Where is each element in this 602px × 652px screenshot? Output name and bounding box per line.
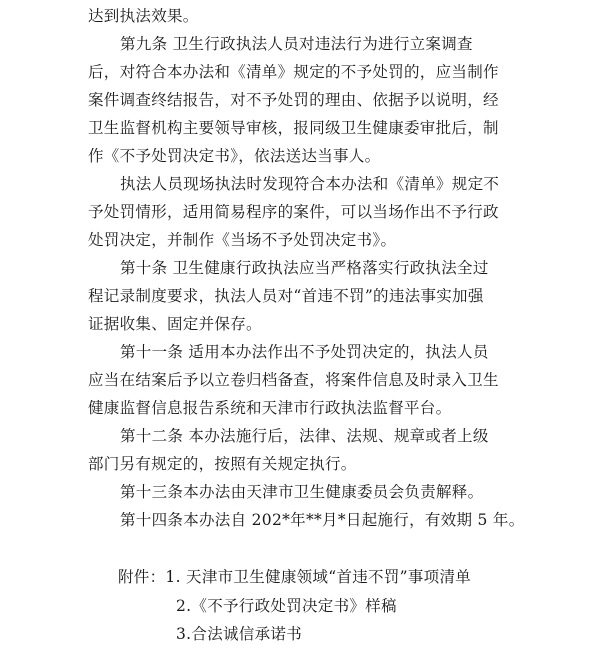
attachment-item-3: 3.合法诚信承诺书: [176, 625, 302, 643]
article-13-line: 第十三条本办法由天津市卫生健康委员会负责解释。: [120, 483, 484, 501]
text-line-0: 达到执法效果。: [88, 7, 199, 25]
article-12-heading-line: 第十二条 本办法施行后，法律、法规、规章或者上级: [120, 427, 489, 445]
article-9-line-3: 案件调查终结报告，对不予处罚的理由、依据予以说明，经: [88, 91, 499, 109]
article-11-line-2: 应当在结案后予以立卷归档备查，将案件信息及时录入卫生: [88, 371, 499, 389]
attachment-item-2: 2.《不予行政处罚决定书》样稿: [176, 597, 397, 615]
attachments-first-line: [118, 567, 548, 587]
article-11-line-3: 健康监督信息报告系统和天津市行政执法监督平台。: [88, 399, 452, 417]
article-9-line-2: 后，对符合本办法和《清单》规定的不予处罚的，应当制作: [88, 63, 499, 81]
article-14-line: 第十四条本办法自 202*年**月*日起施行，有效期 5 年。: [120, 511, 525, 529]
article-9-line-5: 作《不予处罚决定书》，依法送达当事人。: [88, 147, 381, 165]
article-9-heading-line: 第九条 卫生行政执法人员对违法行为进行立案调查: [120, 35, 473, 53]
attachment-item-1: 1. 天津市卫生健康领域“首违不罚”事项清单: [165, 568, 472, 586]
article-9-para2-line-3: 处罚决定，并制作《当场不予处罚决定书》。: [88, 231, 397, 249]
article-9-para2-line-2: 予处罚情形，适用简易程序的案件，可以当场作出不予行政: [88, 203, 499, 221]
article-10-line-2: 程记录制度要求，执法人员对“首违不罚”的违法事实加强: [88, 287, 484, 305]
article-9-line-4: 卫生监督机构主要领导审核，报同级卫生健康委审批后，制: [88, 119, 499, 137]
article-11-heading-line: 第十一条 适用本办法作出不予处罚决定的，执法人员: [120, 343, 489, 361]
article-10-heading-line: 第十条 卫生健康行政执法应当严格落实行政执法全过: [120, 259, 489, 277]
article-10-line-3: 证据收集、固定并保存。: [88, 315, 262, 333]
article-9-para2-line-1: 执法人员现场执法时发现符合本办法和《清单》规定不: [120, 175, 500, 193]
attachments-label: 附件：: [118, 568, 166, 586]
article-12-line-2: 部门另有规定的，按照有关规定执行。: [88, 455, 357, 473]
